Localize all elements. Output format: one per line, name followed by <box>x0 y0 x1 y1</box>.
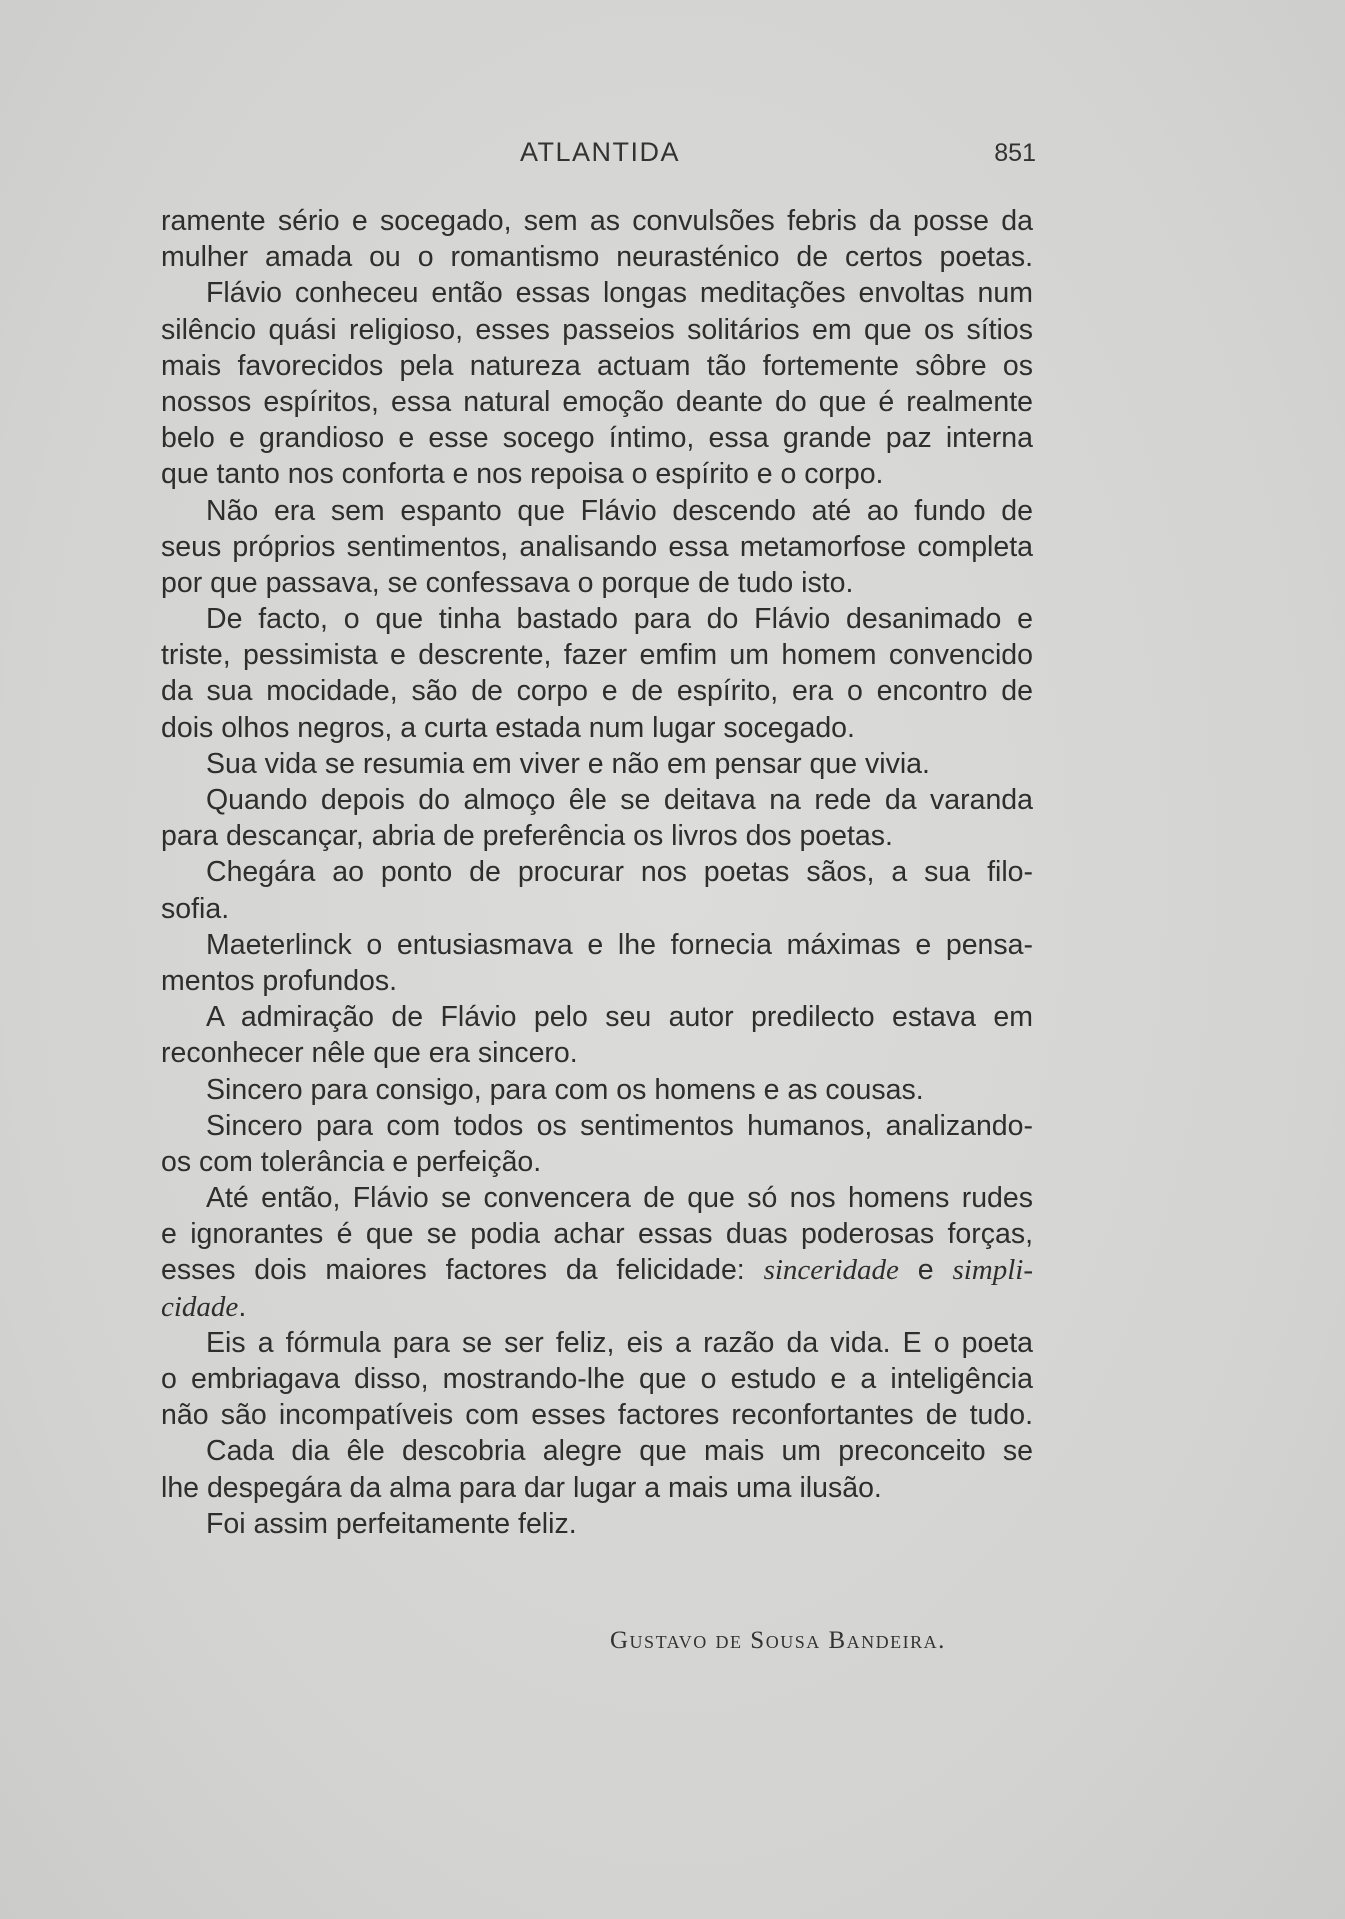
paragraph-end-line: sofia. <box>161 892 230 925</box>
text-line: triste, pessimista e descrente, fazer emfim um homem convencido <box>161 639 1033 672</box>
paragraph-start-line: Cada dia êle descobria alegre que mais um preconceito se <box>206 1435 1033 1468</box>
author-signature: Gustavo de Sousa Bandeira. <box>610 1627 946 1654</box>
text-line: silêncio quási religioso, esses passeios solitários em que os sítios <box>161 313 1033 346</box>
paragraph-start-line: A admiração de Flávio pelo seu autor predilecto estava em <box>206 1001 1033 1034</box>
paragraph-end-line: para descançar, abria de preferência os livros dos poetas. <box>161 820 893 853</box>
text-line-with-italics <box>161 1252 1033 1288</box>
text-line: da sua mocidade, são de corpo e de espírito, era o encontro de <box>161 675 1033 708</box>
text-line: mais favorecidos pela natureza actuam tão fortemente sôbre os <box>161 349 1033 382</box>
paragraph-end-line <box>161 1289 1033 1325</box>
paragraph-start-line: Maeterlinck o entusiasmava e lhe fornecia máximas e pensa- <box>206 928 1033 961</box>
text-line: nossos espíritos, essa natural emoção deante do que é realmente <box>161 385 1033 418</box>
text-line: o embriagava disso, mostrando-lhe que o estudo e a inteligência <box>161 1363 1033 1395</box>
text-line: belo e grandioso e esse socego íntimo, essa grande paz interna <box>161 422 1033 455</box>
paragraph-line: Sua vida se resumia em viver e não em pensar que vivia. <box>206 747 930 780</box>
italic-word-sinceridade: sinceridade <box>763 1254 899 1287</box>
paragraph-end-line: lhe despegára da alma para dar lugar a mais uma ilusão. <box>161 1471 882 1504</box>
text-fragment: e <box>898 1254 953 1287</box>
text-line: seus próprios sentimentos, analisando essa metamorfose completa <box>161 530 1033 563</box>
page-number: 851 <box>994 139 1036 167</box>
paragraph-start-line: Sincero para com todos os sentimentos humanos, analizando- <box>206 1109 1033 1142</box>
paragraph-line: Foi assim perfeitamente feliz. <box>206 1507 577 1540</box>
paragraph-start-line: Chegára ao ponto de procurar nos poetas sãos, a sua filo- <box>206 856 1033 889</box>
paragraph-start-line: De facto, o que tinha bastado para do Flávio desanimado e <box>206 603 1033 636</box>
paragraph-start-line: Não era sem espanto que Flávio descendo até ao fundo de <box>206 494 1033 527</box>
paragraph-end-line: os com tolerância e perfeição. <box>161 1145 542 1178</box>
italic-word-simplicidade-part2: cidade <box>161 1290 239 1323</box>
paragraph-end-line: reconhecer nêle que era sincero. <box>161 1037 578 1070</box>
paragraph-start-line: Até então, Flávio se convencera de que só nos homens rudes <box>206 1182 1033 1215</box>
text-line: e ignorantes é que se podia achar essas duas poderosas forças, <box>161 1218 1033 1251</box>
text-line: ramente sério e socegado, sem as convulsões febris da posse da <box>161 205 1033 237</box>
page-header <box>160 137 1040 177</box>
text-fragment: esses dois maiores factores da felicidade: <box>161 1254 764 1287</box>
paragraph-end-line: que tanto nos conforta e nos repoisa o espírito e o corpo. <box>161 458 884 491</box>
paragraph-line: Sincero para consigo, para com os homens e as cousas. <box>206 1073 924 1106</box>
text-line: não são incompatíveis com esses factores reconfortantes de tudo. <box>161 1399 1033 1432</box>
running-title: ATLANTIDA <box>519 137 681 167</box>
text-fragment: . <box>238 1290 247 1323</box>
paragraph-end-line: dois olhos negros, a curta estada num lugar socegado. <box>161 711 855 744</box>
paragraph-start-line: Quando depois do almoço êle se deitava na rede da varanda <box>206 784 1033 816</box>
paragraph-start-line: Flávio conheceu então essas longas meditações envoltas num <box>206 277 1033 310</box>
body-text <box>161 203 1033 1542</box>
text-line: mulher amada ou o romantismo neurasténico de certos poetas. <box>161 241 1033 274</box>
paragraph-end-line: mentos profundos. <box>161 964 398 997</box>
italic-word-simplicidade-part1: simpli- <box>952 1254 1033 1287</box>
paragraph-end-line: por que passava, se confessava o porque de tudo isto. <box>161 566 854 599</box>
paragraph-start-line: Eis a fórmula para se ser feliz, eis a razão da vida. E o poeta <box>206 1326 1033 1359</box>
